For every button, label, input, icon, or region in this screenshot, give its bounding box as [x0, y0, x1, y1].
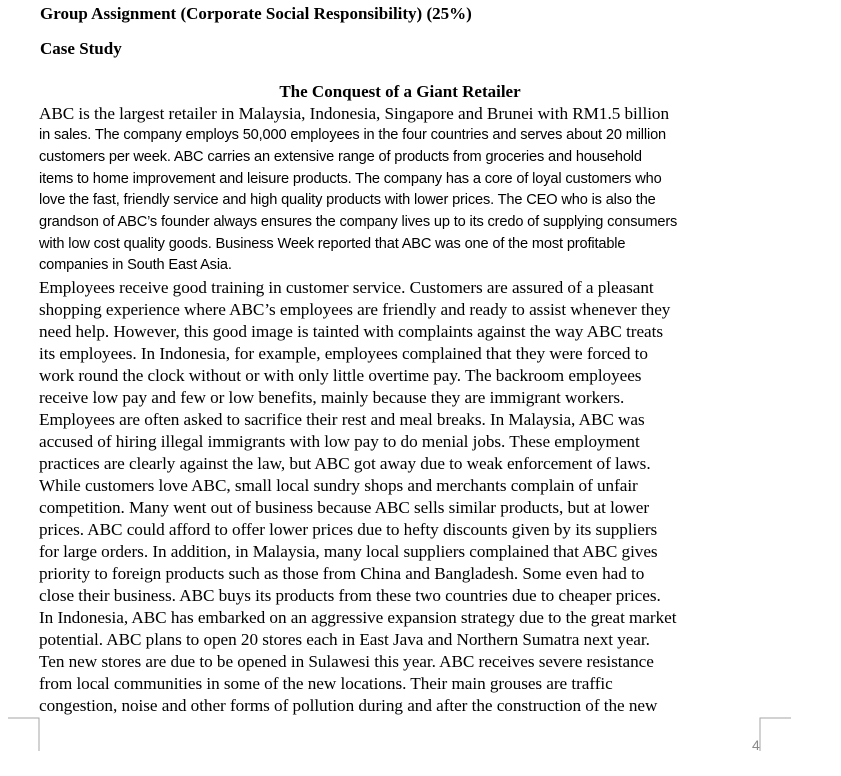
body-line: work round the clock without or with only little overtime pay. The backroom employees — [39, 366, 642, 385]
margin-corner-mark-right — [759, 715, 791, 751]
body-line: companies in South East Asia. — [39, 257, 232, 273]
body-line: Employees are often asked to sacrifice their rest and meal breaks. In Malaysia, ABC was — [39, 410, 645, 429]
body-line: customers per week. ABC carries an extensive range of products from groceries and household — [39, 149, 642, 165]
margin-corner-mark-left — [8, 715, 40, 751]
body-line: In Indonesia, ABC has embarked on an aggressive expansion strategy due to the great market — [39, 608, 677, 627]
body-line: from local communities in some of the new locations. Their main grouses are traffic — [39, 674, 613, 693]
page-number: 4 — [752, 737, 760, 753]
assignment-title: Group Assignment (Corporate Social Responsibility) (25%) — [40, 4, 472, 23]
body-line: potential. ABC plans to open 20 stores each in East Java and Northern Sumatra next year. — [39, 630, 650, 649]
body-line: items to home improvement and leisure products. The company has a core of loyal customers who — [39, 171, 662, 187]
body-line: congestion, noise and other forms of pollution during and after the construction of the new — [39, 696, 658, 715]
body-line: with low cost quality goods. Business Week reported that ABC was one of the most profitable — [39, 236, 626, 252]
body-line: its employees. In Indonesia, for example, employees complained that they were forced to — [39, 344, 648, 363]
body-line: Ten new stores are due to be opened in Sulawesi this year. ABC receives severe resistance — [39, 652, 654, 671]
body-line: accused of hiring illegal immigrants with low pay to do menial jobs. These employment — [39, 432, 640, 451]
body-line: receive low pay and few or low benefits, mainly because they are immigrant workers. — [39, 388, 625, 407]
body-line: prices. ABC could afford to offer lower prices due to hefty discounts given by its suppliers — [39, 520, 658, 539]
body-line: While customers love ABC, small local sundry shops and merchants complain of unfair — [39, 476, 638, 495]
body-line: priority to foreign products such as those from China and Bangladesh. Some even had to — [39, 564, 645, 583]
body-line: love the fast, friendly service and high quality products with lower prices. The CEO who is also the — [39, 192, 656, 208]
body-line: close their business. ABC buys its products from these two countries due to cheaper prices. — [39, 586, 661, 605]
body-line: shopping experience where ABC’s employees are friendly and ready to assist whenever they — [39, 300, 671, 319]
body-line: grandson of ABC’s founder always ensures the company lives up to its credo of supplying consumers — [39, 214, 678, 230]
article-title: The Conquest of a Giant Retailer — [279, 82, 521, 101]
body-line: in sales. The company employs 50,000 employees in the four countries and serves about 20 million — [39, 127, 667, 143]
body-line: ABC is the largest retailer in Malaysia, Indonesia, Singapore and Brunei with RM1.5 billion — [39, 104, 670, 123]
body-line: practices are clearly against the law, but ABC got away due to weak enforcement of laws. — [39, 454, 651, 473]
body-line: Employees receive good training in customer service. Customers are assured of a pleasant — [39, 278, 654, 297]
body-line: need help. However, this good image is tainted with complaints against the way ABC treats — [39, 322, 663, 341]
body-line: competition. Many went out of business because ABC sells similar products, but at lower — [39, 498, 650, 517]
section-label: Case Study — [40, 39, 122, 58]
body-line: for large orders. In addition, in Malaysia, many local suppliers complained that ABC gives — [39, 542, 658, 561]
